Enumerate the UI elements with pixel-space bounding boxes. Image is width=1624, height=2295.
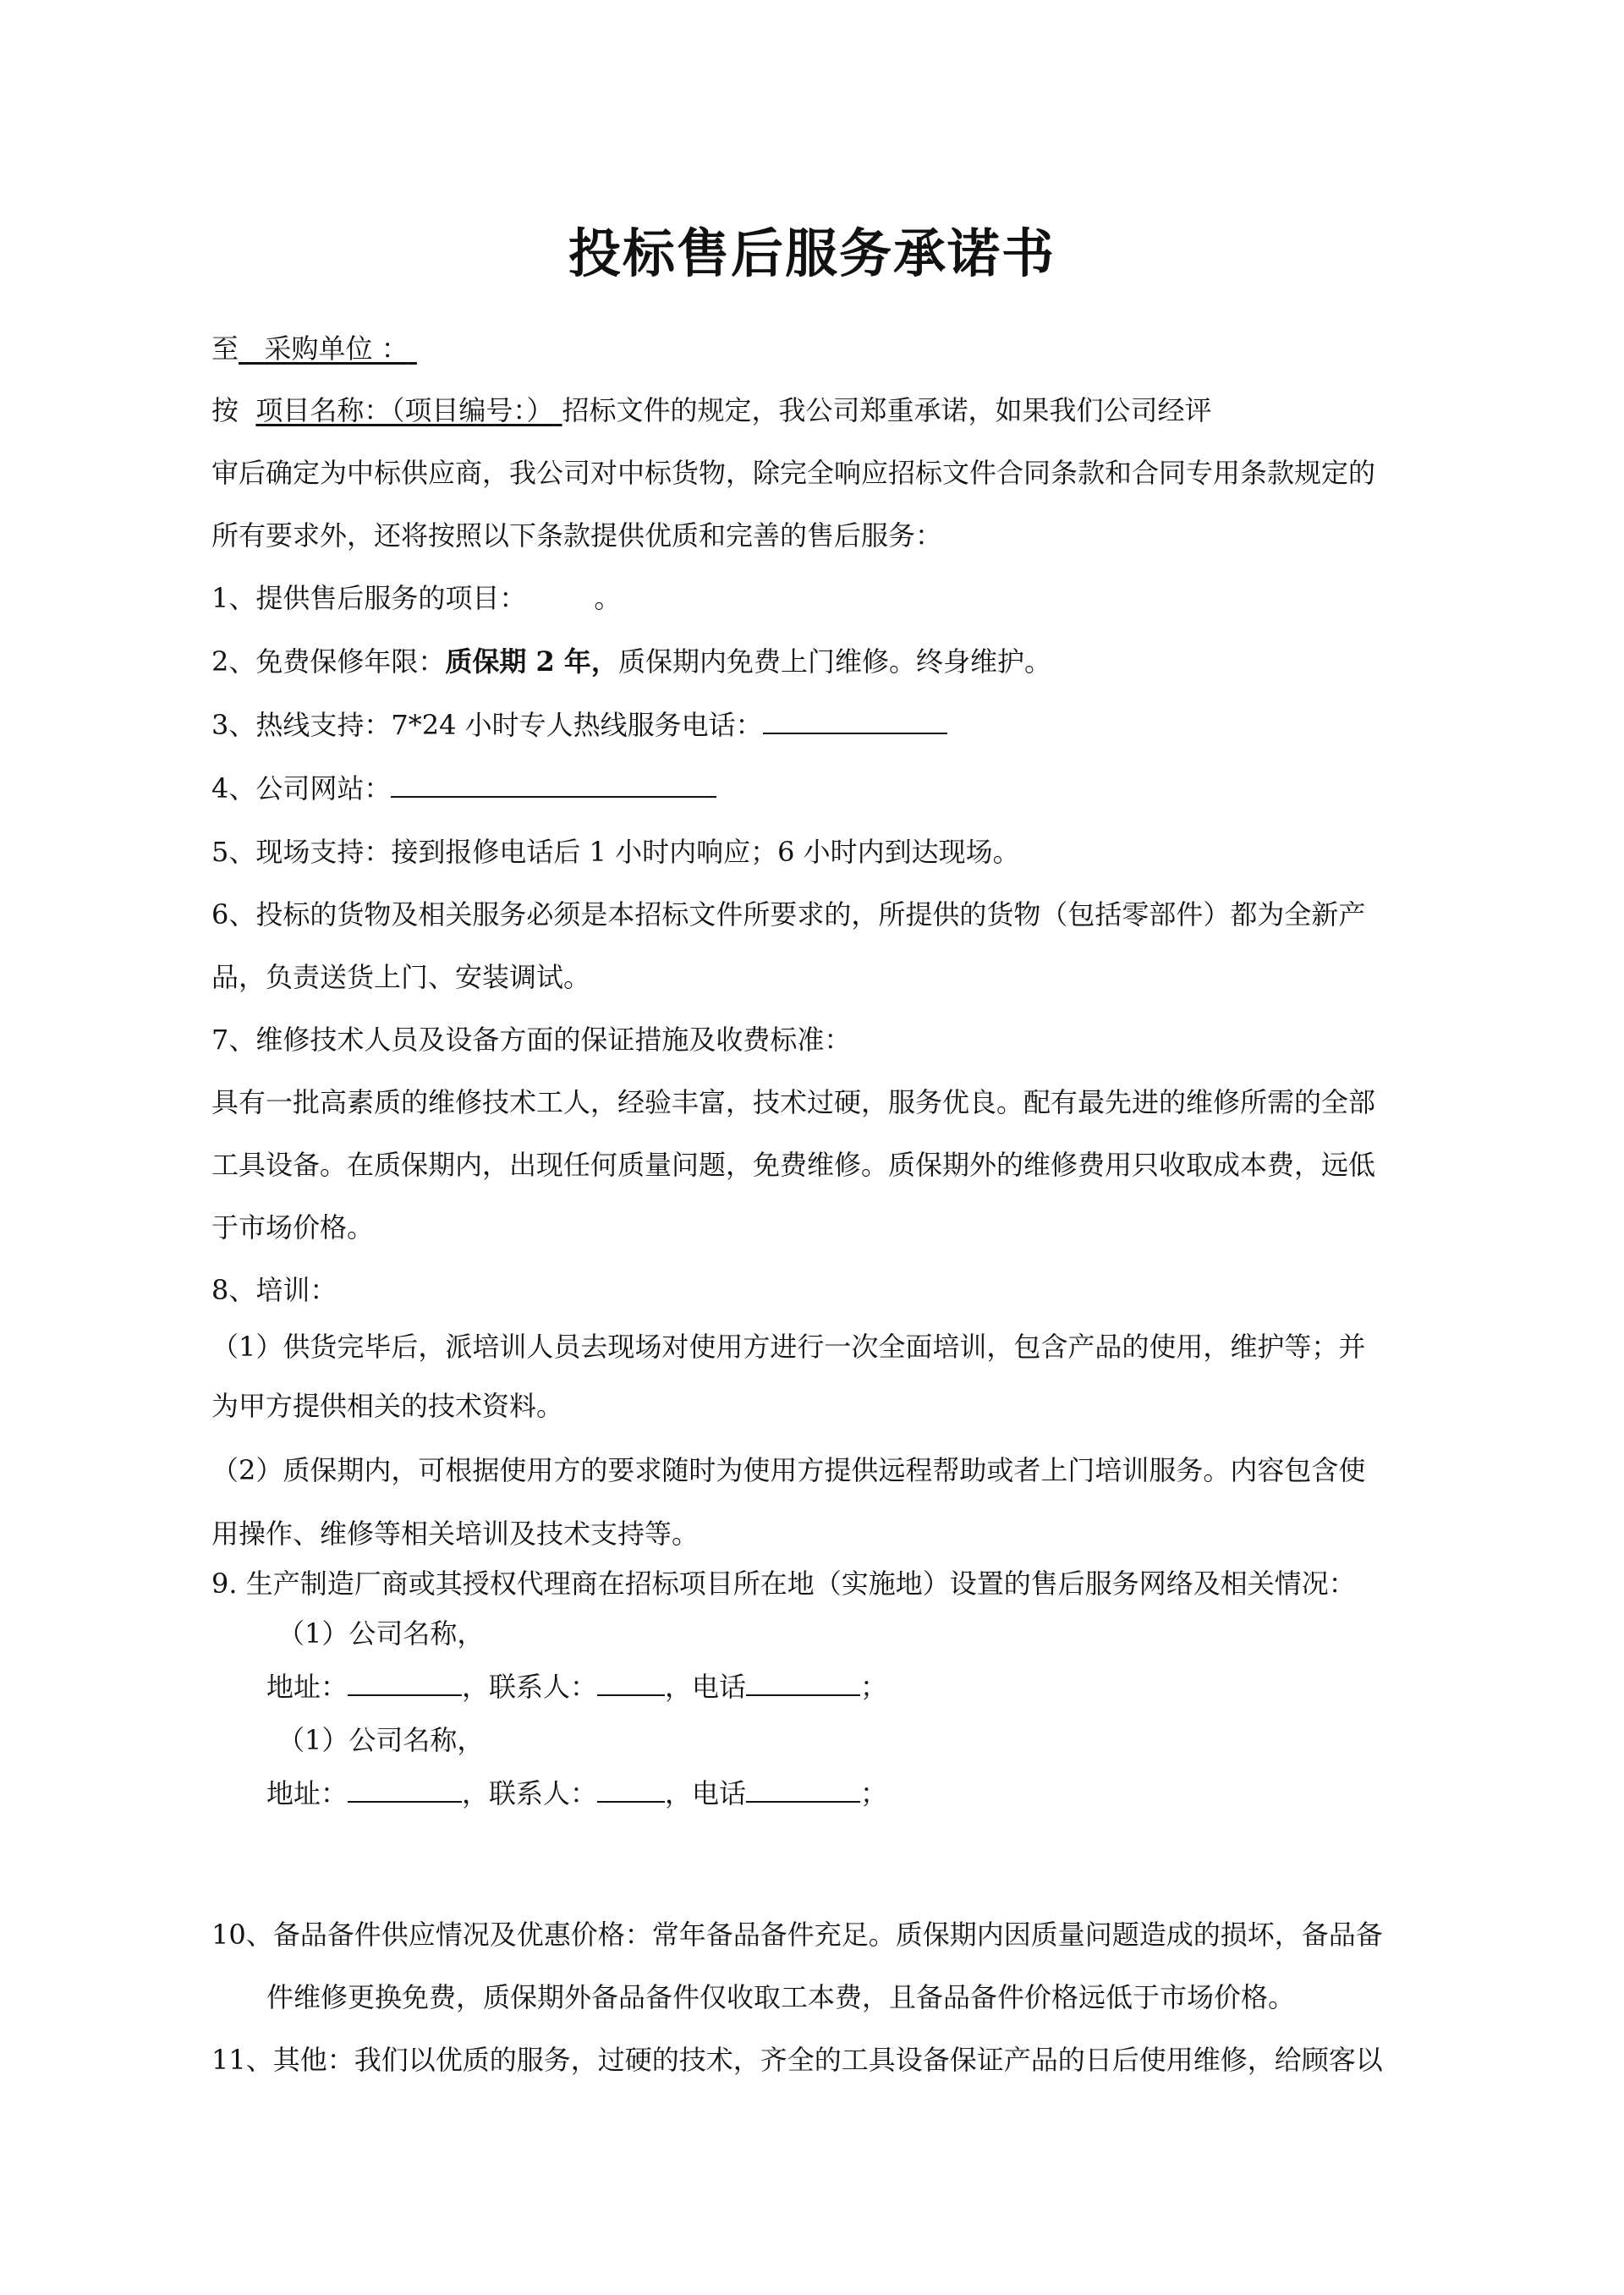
intro-line-2: 审后确定为中标供应商，我公司对中标货物，除完全响应招标文件合同条款和合同专用条款规定的: [211, 457, 1376, 489]
company-contact-2: 地址： ，联系人： ，电话 ；: [266, 1777, 888, 1809]
item-8-2-line-2: 用操作、维修等相关培训及技术支持等。: [211, 1518, 700, 1550]
intro-line-3: 所有要求外，还将按照以下条款提供优质和完善的售后服务：: [211, 519, 943, 552]
item-2: 2、免费保修年限：质保期 2 年，质保期内免费上门维修。终身维护。: [211, 645, 1051, 678]
item-8-2-line-1: （2）质保期内，可根据使用方的要求随时为使用方提供远程帮助或者上门培训服务。内容包含使: [211, 1454, 1366, 1486]
item-1: 1、提供售后服务的项目： 。: [211, 582, 622, 614]
item-4: 4、公司网站：: [211, 770, 1429, 807]
item-8-1-line-1: （1）供货完毕后，派培训人员去现场对使用方进行一次全面培训，包含产品的使用，维护等；并: [211, 1331, 1366, 1363]
item-8-1-line-2: 为甲方提供相关的技术资料。: [211, 1390, 564, 1422]
item-7-line-3: 于市场价格。: [211, 1211, 375, 1244]
addressee-line: 至 采购单位 ：: [211, 330, 1429, 367]
item-7: 7、维修技术人员及设备方面的保证措施及收费标准：: [211, 1024, 852, 1056]
company-name-1: （1）公司名称，: [277, 1617, 485, 1650]
item-7-line-2: 工具设备。在质保期内，出现任何质量问题，免费维修。质保期外的维修费用只收取成本费，远低: [211, 1149, 1376, 1181]
page-title: 投标售后服务承诺书: [568, 222, 1056, 284]
company-name-2: （1）公司名称，: [277, 1724, 485, 1756]
phone-blank: [746, 1776, 860, 1803]
hotline-blank: [763, 707, 947, 734]
purchaser-field: 采购单位 ：: [264, 332, 409, 365]
item-10-line-1: 10、备品备件供应情况及优惠价格：常年备品备件充足。质保期内因质量问题造成的损坏，备品备: [211, 1919, 1383, 1951]
item-5: 5、现场支持：接到报修电话后 1 小时内响应；6 小时内到达现场。: [211, 836, 1020, 868]
item-7-line-1: 具有一批高素质的维修技术工人，经验丰富，技术过硬，服务优良。配有最先进的维修所需的全部: [211, 1086, 1376, 1118]
project-field: 项目名称：（项目编号：）: [255, 394, 554, 426]
website-blank: [391, 771, 716, 798]
contact-blank: [597, 1776, 665, 1803]
item-9: 9. 生产制造厂商或其授权代理商在招标项目所在地（实施地）设置的售后服务网络及相关情况：: [211, 1568, 1356, 1600]
contact-blank: [597, 1669, 665, 1696]
item-8: 8、培训：: [211, 1274, 337, 1306]
intro-line-1: 按 项目名称：（项目编号：） 招标文件的规定，我公司郑重承诺，如果我们公司经评: [211, 394, 1212, 426]
item-10-line-2: 件维修更换免费，质保期外备品备件仅收取工本费，且备品备件价格远低于市场价格。: [266, 1981, 1296, 2013]
item-3: 3、热线支持：7*24 小时专人热线服务电话：: [211, 706, 1429, 744]
company-contact-1: 地址： ，联系人： ，电话 ；: [266, 1671, 888, 1703]
item-6-line-2: 品，负责送货上门、安装调试。: [211, 961, 591, 993]
phone-blank: [746, 1669, 860, 1696]
item-6-line-1: 6、投标的货物及相关服务必须是本招标文件所要求的，所提供的货物（包括零部件）都为全新产: [211, 898, 1366, 931]
item-11: 11、其他：我们以优质的服务，过硬的技术，齐全的工具设备保证产品的日后使用维修，给顾客以: [211, 2044, 1383, 2076]
address-blank: [348, 1669, 462, 1696]
address-blank: [348, 1776, 462, 1803]
